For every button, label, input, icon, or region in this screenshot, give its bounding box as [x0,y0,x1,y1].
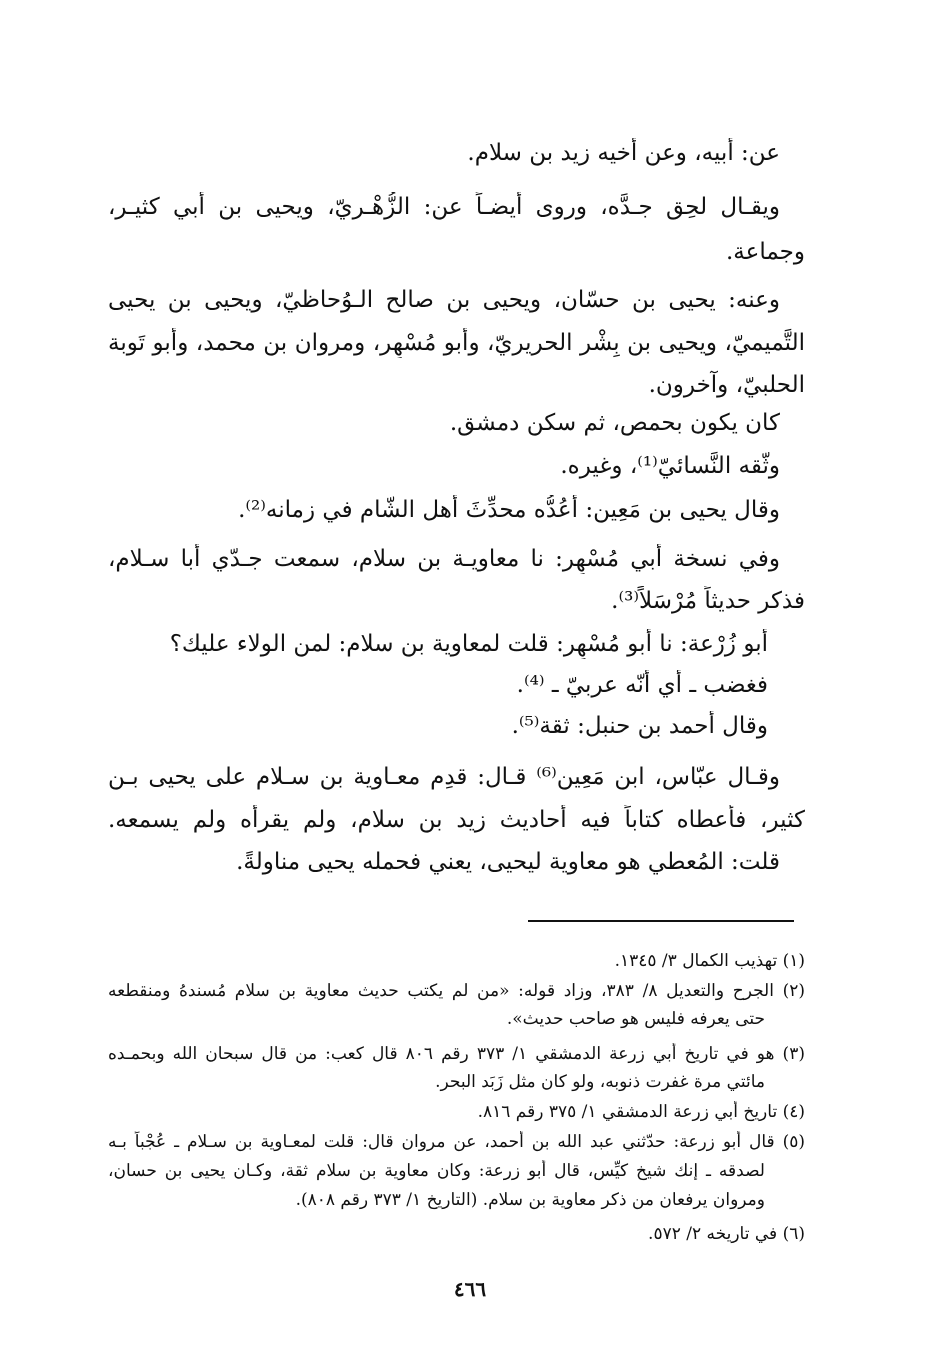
body-line: وثّقه النَّسائيّ⁽¹⁾، وغيره. [560,453,780,479]
footnote-divider [528,920,794,922]
footnote: لصدقه ـ إنك شيخ كيِّس، قال أبو زرعة: وكان معاوية بن سلام ثقة، وكـان يحيى بن حسان، [108,1161,765,1181]
body-line: فغضب ـ أي أنّه عربيّ ـ ⁽⁴⁾. [516,672,768,698]
footnote: (٥) قال أبو زرعة: حدّثني عبد الله بن أحمد، عن مروان قال: قلت لمعـاوية بن سـلام ـ عُجْباً بـه [108,1132,805,1152]
body-line: عن: أبيه، وعن أخيه زيد بن سلام. [467,140,780,166]
body-line: وفي نسخة أبي مُسْهِر: نا معاويـة بن سلام، سمعت جـدّي أبا سـلام، [108,546,780,572]
body-line: وقـال عبّاس، ابن مَعِين⁽⁶⁾ قـال: قدِم معـاوية بن سـلام على يحيى بـن [108,764,780,790]
body-line: ويقـال لحِق جـدَّه، وروى أيضـاً عن: الزُّهْـريّ، ويحيى بن أبي كثيـر، [108,194,780,220]
body-line: وعنه: يحيى بن حسّان، ويحيى بن صالح الـوُحاظيّ، ويحيى بن يحيى [108,287,780,313]
body-line: وقال أحمد بن حنبل: ثقة⁽⁵⁾. [511,713,768,739]
footnote: (٤) تاريخ أبي زرعة الدمشقي ١/ ٣٧٥ رقم ٨١٦. [477,1102,805,1122]
body-line: كثير، فأعطاه كتاباً فيه أحاديث زيد بن سلام، ولم يقرأه ولم يسمعه. [108,807,805,833]
page-number: ٤٦٦ [453,1277,487,1301]
body-line: فذكر حديثاً مُرْسَلاً⁽³⁾. [611,588,805,614]
body-line: قلت: المُعطي هو معاوية ليحيى، يعني فحمله يحيى مناولةً. [236,849,780,875]
body-line: الحلبيّ، وآخرون. [648,372,805,398]
body-line: كان يكون بحمص، ثم سكن دمشق. [449,410,780,436]
footnote: ومروان يرفعان من ذكر معاوية بن سلام. (التاريخ ١/ ٣٧٣ رقم ٨٠٨). [295,1190,765,1210]
body-line: أبو زُرْعة: نا أبو مُسْهِر: قلت لمعاوية بن سلام: لمن الولاء عليك؟ [169,631,768,657]
footnote: حتى يعرفه فليس هو صاحب حديث». [506,1009,765,1029]
footnote: (٢) الجرح والتعديل ٨/ ٣٨٣، وزاد قوله: «من لم يكتب حديث معاوية بن سلام مُسندهُ ومنقطعه [108,981,805,1001]
footnote: (١) تهذيب الكمال ٣/ ١٣٤٥. [614,951,805,971]
body-line: وقال يحيى بن مَعِين: أَعُدُّه محدِّثَ أهل الشّام في زمانه⁽²⁾. [238,497,780,523]
footnote: مائتي مرة غفرت ذنوبه، ولو كان مثل زَبَد البحر. [435,1072,765,1092]
footnote: (٦) في تاريخه ٢/ ٥٧٢. [648,1224,805,1244]
body-line: وجماعة. [726,239,805,265]
footnote: (٣) هو في تاريخ أبي زرعة الدمشقي ١/ ٣٧٣ رقم ٨٠٦ قال كعب: من قال سبحان الله وبحمـده [108,1044,805,1064]
body-line: التَّميميّ، ويحيى بن بِشْر الحريريّ، وأبو مُسْهِر، ومروان بن محمد، وأبو تَوبة [108,330,805,356]
